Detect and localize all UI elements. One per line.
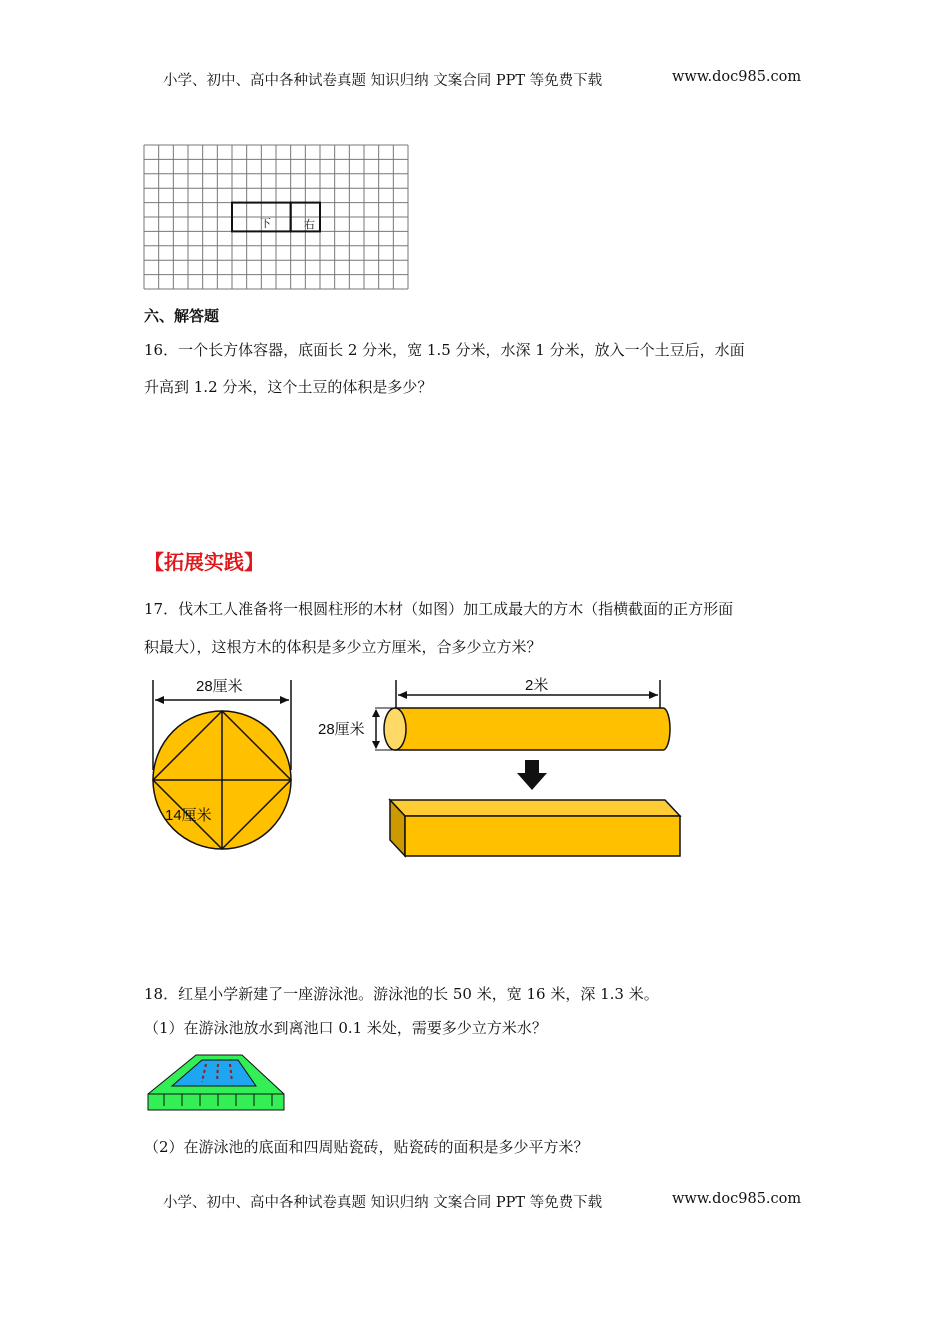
grid-label-bottom: 下 [260, 217, 271, 230]
extension-title: 【拓展实践】 [144, 550, 264, 574]
log-diameter-label: 28厘米 [318, 721, 365, 738]
question-18-part2: （2）在游泳池的底面和四周贴瓷砖，贴瓷砖的面积是多少平方米？ [144, 1138, 589, 1156]
question-16-line2: 升高到 1.2 分米，这个土豆的体积是多少？ [144, 378, 433, 396]
question-17-line1: 17．伐木工人准备将一根圆柱形的木材（如图）加工成最大的方木（指横截面的正方形面 [144, 600, 734, 618]
length-label: 2米 [525, 677, 549, 694]
question-18-line1: 18．红星小学新建了一座游泳池。游泳池的长 50 米，宽 16 米，深 1.3 米。 [144, 985, 659, 1003]
question-17-line2: 积最大），这根方木的体积是多少立方厘米，合多少立方米？ [144, 638, 542, 656]
circle-cross-section-figure [140, 670, 310, 860]
footer-text: 小学、初中、高中各种试卷真题 知识归纳 文案合同 PPT 等免费下载 [163, 1195, 603, 1211]
radius-label: 14厘米 [165, 807, 212, 824]
swimming-pool-image [144, 1052, 286, 1114]
grid-label-right: 右 [304, 218, 315, 231]
footer-url[interactable]: www.doc985.com [672, 1191, 802, 1207]
diameter-label: 28厘米 [196, 678, 243, 695]
down-arrow-icon [517, 760, 547, 790]
log-to-beam-figure [310, 670, 690, 860]
grid-figure [144, 145, 409, 290]
header-text: 小学、初中、高中各种试卷真题 知识归纳 文案合同 PPT 等免费下载 [163, 73, 603, 89]
question-16-line1: 16．一个长方体容器，底面长 2 分米，宽 1.5 分米，水深 1 分米，放入一个土豆后，水面 [144, 341, 745, 359]
header-url[interactable]: www.doc985.com [672, 69, 802, 85]
question-18-part1: （1）在游泳池放水到离池口 0.1 米处，需要多少立方米水？ [144, 1019, 547, 1037]
section-title: 六、解答题 [144, 307, 220, 325]
